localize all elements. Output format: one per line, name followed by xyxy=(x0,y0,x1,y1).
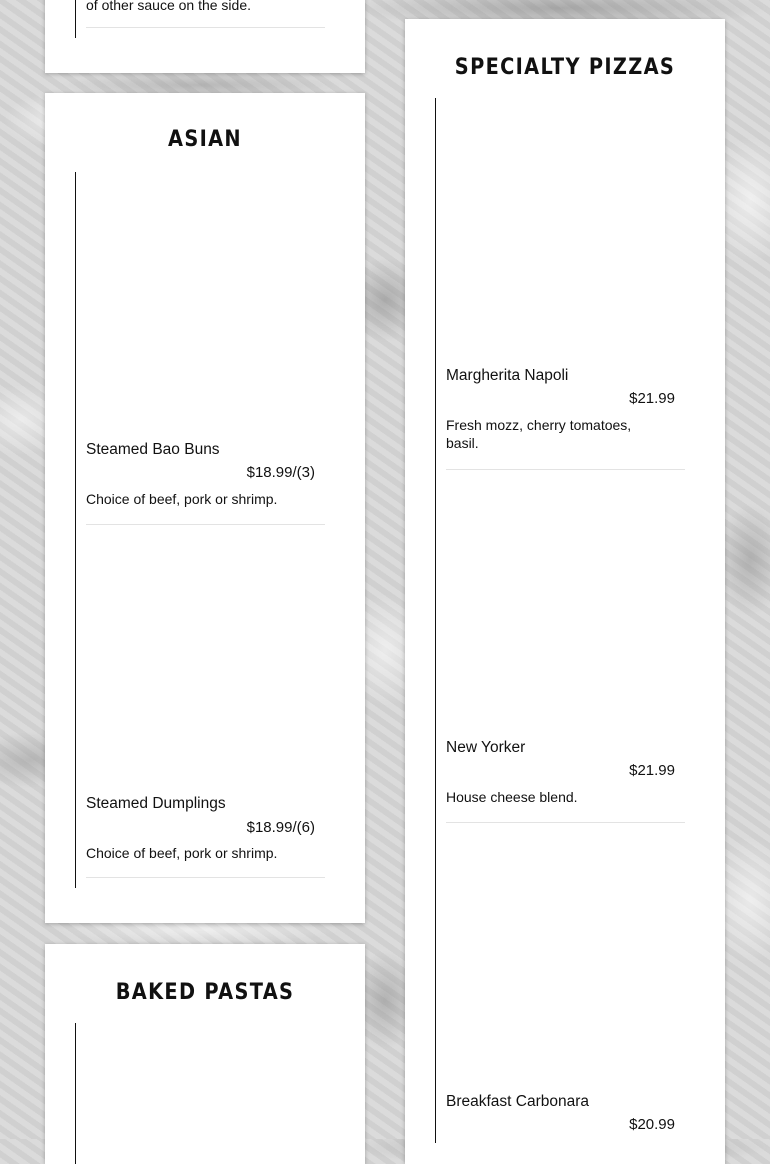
menu-section-card-previous xyxy=(45,0,365,73)
menu-item-price: $18.99/(6) xyxy=(246,819,315,836)
menu-item-price: $20.99 xyxy=(629,1116,675,1133)
menu-item[interactable] xyxy=(86,786,325,878)
menu-section-card-specialty-pizzas xyxy=(405,19,725,1164)
menu-item[interactable] xyxy=(446,1084,685,1164)
menu-item-price: $21.99 xyxy=(629,390,675,407)
menu-item-name: New Yorker xyxy=(446,739,526,756)
section-title: BAKED PASTAS xyxy=(115,980,295,1005)
menu-item-description: Choice of beef, pork or shrimp. xyxy=(86,491,278,507)
menu-item-name: Steamed Dumplings xyxy=(86,795,226,812)
menu-item-description: Choice of beef, pork or shrimp. xyxy=(86,845,278,861)
section-title: ASIAN xyxy=(168,127,242,152)
menu-item-name: Steamed Bao Buns xyxy=(86,441,220,458)
section-divider-line xyxy=(75,0,76,38)
section-title: SPECIALTY PIZZAS xyxy=(454,55,676,80)
menu-item[interactable] xyxy=(446,359,685,470)
menu-item-name: Breakfast Carbonara xyxy=(446,1093,590,1110)
menu-item-description: of other sauce on the side. xyxy=(86,0,251,13)
menu-item[interactable] xyxy=(86,433,325,525)
menu-item-name: Margherita Napoli xyxy=(446,367,569,384)
menu-item[interactable] xyxy=(446,731,685,823)
menu-item-price: $21.99 xyxy=(629,762,675,779)
menu-section-card-baked-pastas xyxy=(45,944,365,1164)
section-divider-line xyxy=(435,98,436,1143)
menu-section-card-asian xyxy=(45,93,365,923)
menu-item-description: House cheese blend. xyxy=(446,789,578,805)
menu-item-description: Fresh mozz, cherry tomatoes, basil. xyxy=(446,417,632,451)
menu-item-price: $18.99/(3) xyxy=(246,464,315,481)
menu-item[interactable] xyxy=(86,0,325,28)
section-divider-line xyxy=(75,172,76,888)
section-divider-line xyxy=(75,1023,76,1164)
